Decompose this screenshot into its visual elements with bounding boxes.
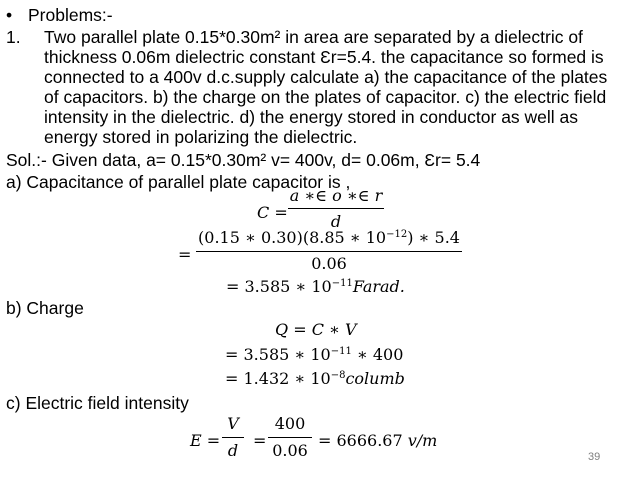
page-number: 39 bbox=[588, 451, 601, 463]
eq-field-numerator-1: V bbox=[227, 414, 239, 433]
part-c-label: c) Electric field intensity bbox=[6, 393, 189, 413]
eq-charge-sub-post: ∗ 400 bbox=[351, 345, 404, 364]
eq-charge-result-unit: columb bbox=[345, 369, 405, 388]
eq-field-numerator-2: 400 bbox=[274, 414, 306, 433]
eq-capacitance-lhs: C = bbox=[257, 203, 288, 222]
bullet: • bbox=[6, 5, 13, 25]
eq-substitution-denominator: 0.06 bbox=[311, 254, 347, 273]
eq-field-fraction-bar-1 bbox=[222, 437, 244, 438]
eq-charge-result-exp: −8 bbox=[330, 370, 346, 381]
eq-charge: Q = C ∗ V bbox=[275, 320, 357, 339]
eq-capacitance-result-unit: Farad. bbox=[352, 277, 405, 296]
eq-capacitance-result-pre: = 3.585 ∗ 10 bbox=[226, 277, 332, 296]
part-b-label: b) Charge bbox=[6, 298, 84, 318]
eq-charge-result-pre: = 1.432 ∗ 10 bbox=[225, 369, 331, 388]
problem-line-3: connected to a 400v d.c.supply calculate a) the capacitance of the plates bbox=[44, 67, 608, 87]
eq-capacitance-result bbox=[226, 277, 405, 297]
problem-number: 1. bbox=[6, 27, 21, 47]
problem-line-2: thickness 0.06m dielectric constant Ɛr=5.4. the capacitance so formed is bbox=[44, 47, 604, 67]
eq-substitution-num-exp: −12 bbox=[386, 229, 408, 240]
eq-field-result-value: = 6666.67 bbox=[318, 431, 408, 450]
eq-field-result bbox=[318, 431, 437, 451]
eq-capacitance-numerator: a ∗∈ o ∗∈ r bbox=[289, 186, 383, 205]
eq-charge-result bbox=[225, 369, 405, 389]
eq-field-equals: = bbox=[253, 431, 267, 450]
eq-substitution-fraction-bar bbox=[196, 251, 462, 252]
eq-charge-substitution bbox=[225, 345, 403, 365]
part-a-label: a) Capacitance of parallel plate capacitor is , bbox=[6, 172, 351, 192]
eq-charge-sub-exp: −11 bbox=[330, 346, 352, 357]
eq-capacitance-result-exp: −11 bbox=[331, 278, 353, 289]
eq-substitution-lhs: = bbox=[178, 245, 192, 264]
eq-field-denominator-2: 0.06 bbox=[272, 441, 308, 460]
eq-substitution-numerator bbox=[196, 228, 462, 248]
eq-substitution-num-pre: (0.15 ∗ 0.30)(8.85 ∗ 10 bbox=[198, 228, 387, 247]
eq-substitution-num-post: ) ∗ 5.4 bbox=[407, 228, 460, 247]
eq-field-denominator-1: d bbox=[227, 441, 239, 460]
problem-line-1: Two parallel plate 0.15*0.30m² in area are separated by a dielectric of bbox=[44, 27, 583, 47]
problem-line-4: of capacitors. b) the charge on the plates of capacitor. c) the electric field bbox=[44, 87, 607, 107]
eq-capacitance-denominator: d bbox=[330, 212, 342, 231]
eq-charge-sub-pre: = 3.585 ∗ 10 bbox=[225, 345, 331, 364]
eq-field-lhs: E = bbox=[190, 431, 221, 450]
eq-field-result-unit: v/m bbox=[407, 431, 438, 450]
solution-given-data: Sol.:- Given data, a= 0.15*0.30m² v= 400v, d= 0.06m, Ɛr= 5.4 bbox=[6, 150, 481, 170]
problem-line-5: intensity in the dielectric. d) the energy stored in conductor as well as bbox=[44, 107, 579, 127]
problem-line-6: energy stored in polarizing the dielectric. bbox=[44, 127, 358, 147]
eq-field-fraction-bar-2 bbox=[268, 437, 312, 438]
heading: Problems:- bbox=[28, 5, 113, 25]
eq-capacitance-fraction-bar bbox=[288, 208, 384, 209]
